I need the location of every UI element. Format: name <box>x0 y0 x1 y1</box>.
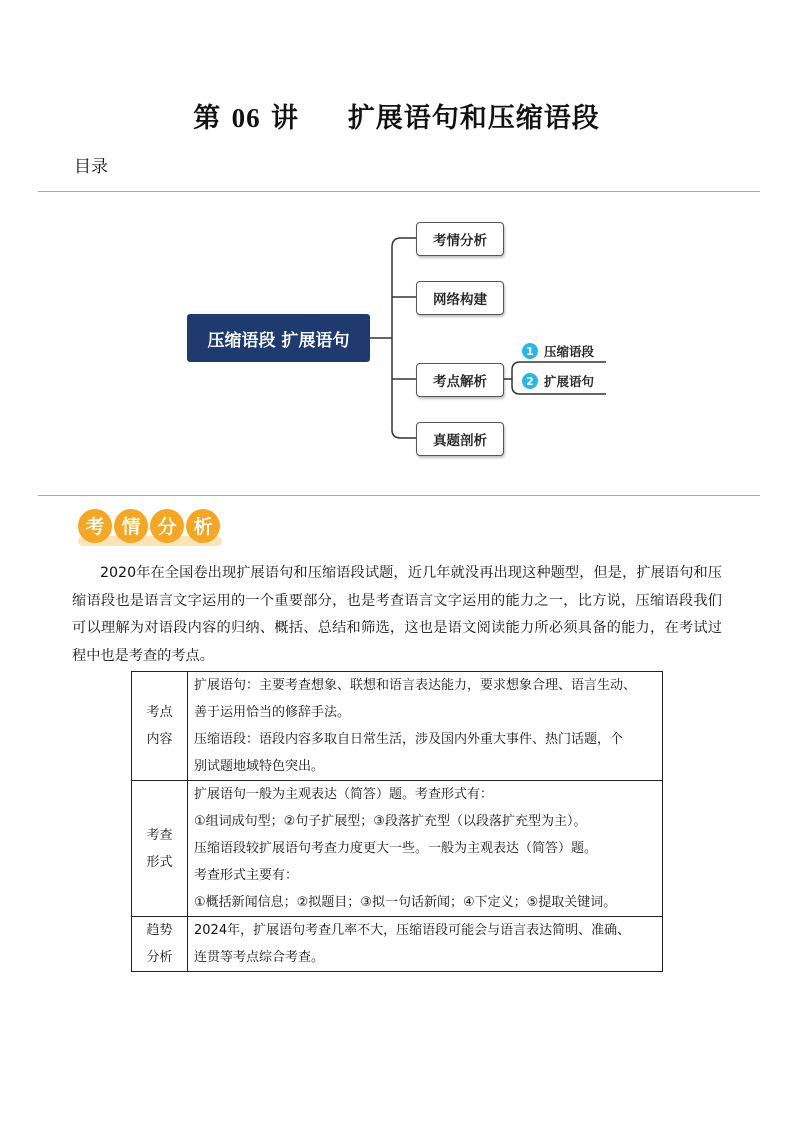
top-divider <box>38 191 760 192</box>
table-row <box>132 672 663 781</box>
mindmap-branch-analysis[interactable]: 考情分析 <box>416 222 504 256</box>
number-badge-icon: 1 <box>522 343 538 359</box>
analysis-paragraph: 2020年在全国卷出现扩展语句和压缩语段试题，近几年就没再出现这种题型，但是，扩展语句和压缩语段也是语言文字运用的一个重要部分，也是考查语言文字运用的能力之一，比方说，压缩语段我们可以理解为对语段内容的归纳、概括、总结和筛选，这也是语文阅读能力所必须具备的能力，在考试过程中也是考查的考点。 <box>72 565 722 664</box>
row-header: 考点 内容 <box>132 672 188 781</box>
row-header: 趋势 分析 <box>132 917 188 972</box>
sub-label: 压缩语段 <box>544 344 595 359</box>
page-title <box>0 96 793 135</box>
mindmap-sub-compress[interactable] <box>522 340 594 362</box>
row-content: 扩展语句一般为主观表达（简答）题。考查形式有： ①组词成句型；②句子扩展型；③段落扩充型（以段落扩充型为主）。 压缩语段较扩展语句考查力度更大一些。一般为主观表达（简答）题。 考查形式主要有： ①概括新闻信息；②拟题目；③拟一句话新闻；④下定义；⑤提取关键词。 <box>188 781 663 917</box>
toc-label: 目录 <box>74 157 108 177</box>
table-row <box>132 917 663 972</box>
banner-char: 分 <box>157 516 177 538</box>
row-content: 扩展语句：主要考查想象、联想和语言表达能力，要求想象合理、语言生动、 善于运用恰当的修辞手法。 压缩语段：语段内容多取自日常生活，涉及国内外重大事件、热门话题，个 别试题地域特色突出。 <box>188 672 663 781</box>
banner-char: 考 <box>85 516 105 538</box>
banner-char: 析 <box>193 516 213 538</box>
number-badge-icon: 2 <box>522 373 538 389</box>
mindmap-branch-network[interactable]: 网络构建 <box>416 281 504 315</box>
mindmap-branch-points[interactable]: 考点解析 <box>416 363 504 397</box>
title-suffix: 讲 <box>271 103 299 134</box>
banner-char: 情 <box>121 516 141 538</box>
mindmap-sub-expand[interactable] <box>522 370 594 392</box>
title-main: 扩展语句和压缩语段 <box>347 103 600 134</box>
mindmap-branch-exam[interactable]: 真题剖析 <box>416 422 504 456</box>
title-prefix: 第 <box>193 103 222 134</box>
mindmap-root: 压缩语段 扩展语句 <box>187 314 370 362</box>
sub-label: 扩展语句 <box>544 374 595 389</box>
section-divider <box>38 495 760 496</box>
row-header: 考查 形式 <box>132 781 188 917</box>
table-row <box>132 781 663 917</box>
row-content: 2024年，扩展语句考查几率不大，压缩语段可能会与语言表达简明、准确、 连贯等考点综合考查。 <box>188 917 663 972</box>
section-banner <box>76 506 226 550</box>
title-number: 06 <box>231 103 261 133</box>
connector-sub-1 <box>512 362 606 370</box>
analysis-table <box>131 671 663 972</box>
connector-trunk <box>392 247 416 438</box>
connector-branch-1 <box>392 238 416 247</box>
